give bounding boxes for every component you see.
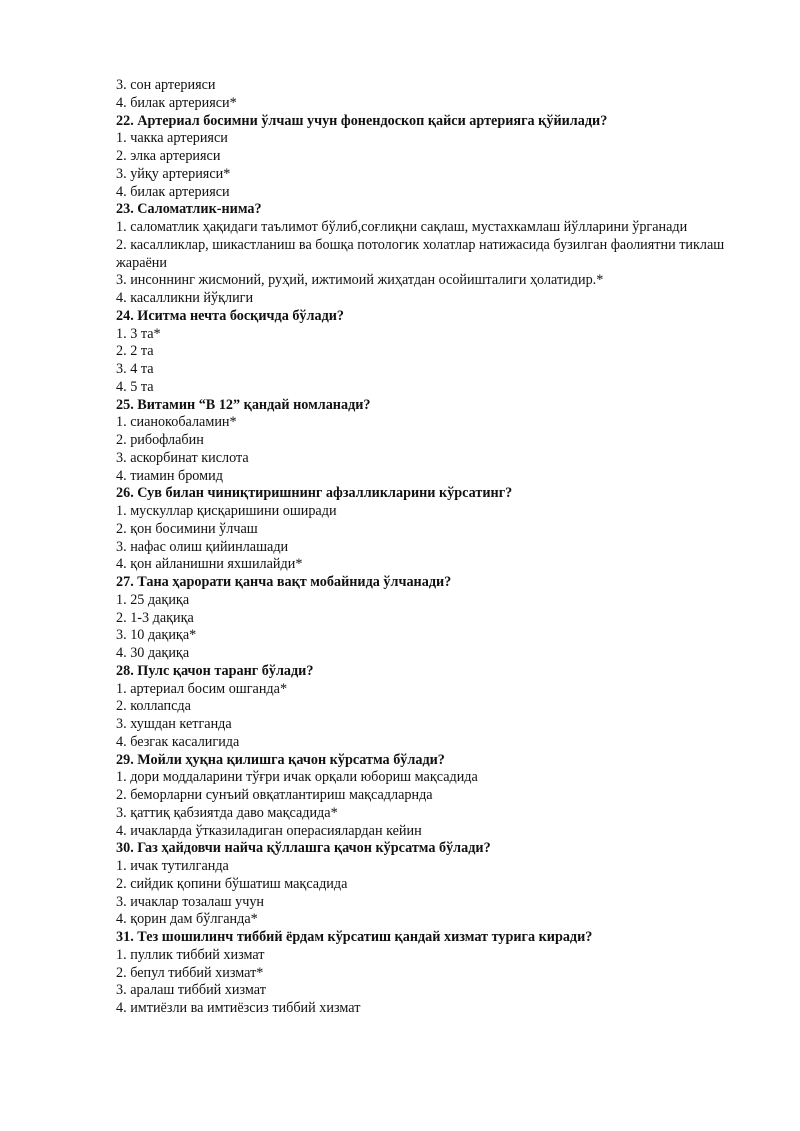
answer-option: 3. хушдан кетганда: [116, 716, 232, 732]
answer-option: 1. 25 дақиқа: [116, 591, 190, 608]
question-block: [116, 574, 756, 663]
answer-option: 2. элка артерияси: [116, 148, 221, 164]
answer-option: 3. ичаклар тозалаш учун: [116, 893, 265, 910]
answer-option: 3. аралаш тиббий хизмат: [116, 982, 266, 999]
answer-option: 2. сийдик қопини бўшатиш мақсадида: [116, 875, 348, 892]
answer-option: 4. касалликни йўқлиги: [116, 290, 254, 306]
answer-option: 3. уйқу артерияси*: [116, 165, 231, 182]
answer-option: 4. қон айланишни яхшилайди*: [116, 556, 303, 573]
answer-option: 2. 1-3 дақиқа: [116, 609, 194, 626]
answer-option: 2. рибофлабин: [116, 432, 204, 448]
answer-option: 3. сон артерияси: [116, 77, 216, 93]
answer-option: 2. коллапсда: [116, 698, 191, 715]
question-block: [116, 201, 756, 308]
answer-option: 4. билак артерияси*: [116, 94, 237, 111]
answer-option: 3. инсоннинг жисмоний, руҳий, ижтимоий жиҳатдан осойишталиги ҳолатидир.*: [116, 272, 604, 289]
answer-option: 1. артериал босим ошганда*: [116, 680, 288, 697]
question-title: 29. Мойли ҳуқна қилишга қачон кўрсатма бўлади?: [116, 751, 445, 768]
question-title: 28. Пулс қачон таранг бўлади?: [116, 662, 314, 679]
answer-option: 1. ичак тутилганда: [116, 858, 229, 874]
answer-option: 4. тиамин бромид: [116, 467, 223, 484]
question-title: 26. Сув билан чиниқтиришнинг афзалликларини кўрсатинг?: [116, 485, 513, 502]
question-block: [116, 308, 756, 397]
answer-option: 4. ичакларда ўтказиладиган операсиялардан кейин: [116, 822, 422, 839]
answer-option: 2. бепул тиббий хизмат*: [116, 964, 264, 981]
answer-option: 4. билак артерияси: [116, 183, 230, 200]
answer-option: 1. саломатлик ҳақидаги таълимот бўлиб,соғлиқни сақлаш, мустахкамлаш йўлларини ўрганади: [116, 219, 688, 235]
answer-option: 1. 3 та*: [116, 325, 161, 342]
question-title: 31. Тез шошилинч тиббий ёрдам кўрсатиш қандай хизмат турига киради?: [116, 929, 593, 945]
answer-option: 1. дори моддаларини тўғри ичак орқали юбориш мақсадида: [116, 769, 478, 786]
question-block: [116, 113, 756, 202]
question-title: 24. Иситма нечта босқичда бўлади?: [116, 307, 345, 324]
answer-option: 4. 5 та: [116, 378, 154, 395]
answer-option: 3. қаттиқ қабзиятда даво мақсадида*: [116, 804, 338, 821]
answer-option: 1. мускуллар қисқаришини оширади: [116, 503, 337, 519]
answer-option: 2. қон босимини ўлчаш: [116, 520, 258, 537]
question-title: 22. Артериал босимни ўлчаш учун фонендоскоп қайси артерияга қўйилади?: [116, 112, 608, 129]
question-block: [116, 397, 756, 486]
answer-option: 4. безгак касалигида: [116, 733, 240, 750]
answer-option: 4. 30 дақиқа: [116, 645, 190, 661]
answer-option: 1. сианокобаламин*: [116, 414, 237, 431]
answer-option: 3. 4 та: [116, 361, 154, 377]
answer-option: 3. нафас олиш қийинлашади: [116, 538, 289, 555]
question-title: 27. Тана ҳарорати қанча вақт мобайнида ўлчанади?: [116, 574, 452, 590]
question-block: [116, 752, 756, 841]
question-title: 23. Саломатлик-нима?: [116, 201, 262, 218]
answer-option: 3. аскорбинат кислота: [116, 449, 249, 466]
answer-option: 4. имтиёзли ва имтиёзсиз тиббий хизмат: [116, 1000, 361, 1016]
document-body: [116, 77, 756, 1018]
question-title: 25. Витамин “В 12” қандай номланади?: [116, 396, 371, 413]
question-title: 30. Газ ҳайдовчи найча қўллашга қачон кўрсатма бўлади?: [116, 840, 491, 857]
question-block: [116, 840, 756, 929]
answer-option: 3. 10 дақиқа*: [116, 627, 197, 644]
answer-option: 2. 2 та: [116, 343, 154, 360]
answer-option: 2. беморларни сунъий овқатлантириш мақсадларнда: [116, 787, 433, 803]
answer-option: 1. чакка артерияси: [116, 130, 228, 147]
question-block: [116, 929, 756, 1018]
answer-option: 2. касалликлар, шикастланиш ва бошқа потологик холатлар натижасида бузилган фаолиятни тиклаш жараёни: [116, 236, 725, 271]
question-block: [116, 485, 756, 574]
question-block: [116, 663, 756, 752]
answer-option: 4. қорин дам бўлганда*: [116, 911, 258, 928]
answer-option: 1. пуллик тиббий хизмат: [116, 946, 265, 963]
